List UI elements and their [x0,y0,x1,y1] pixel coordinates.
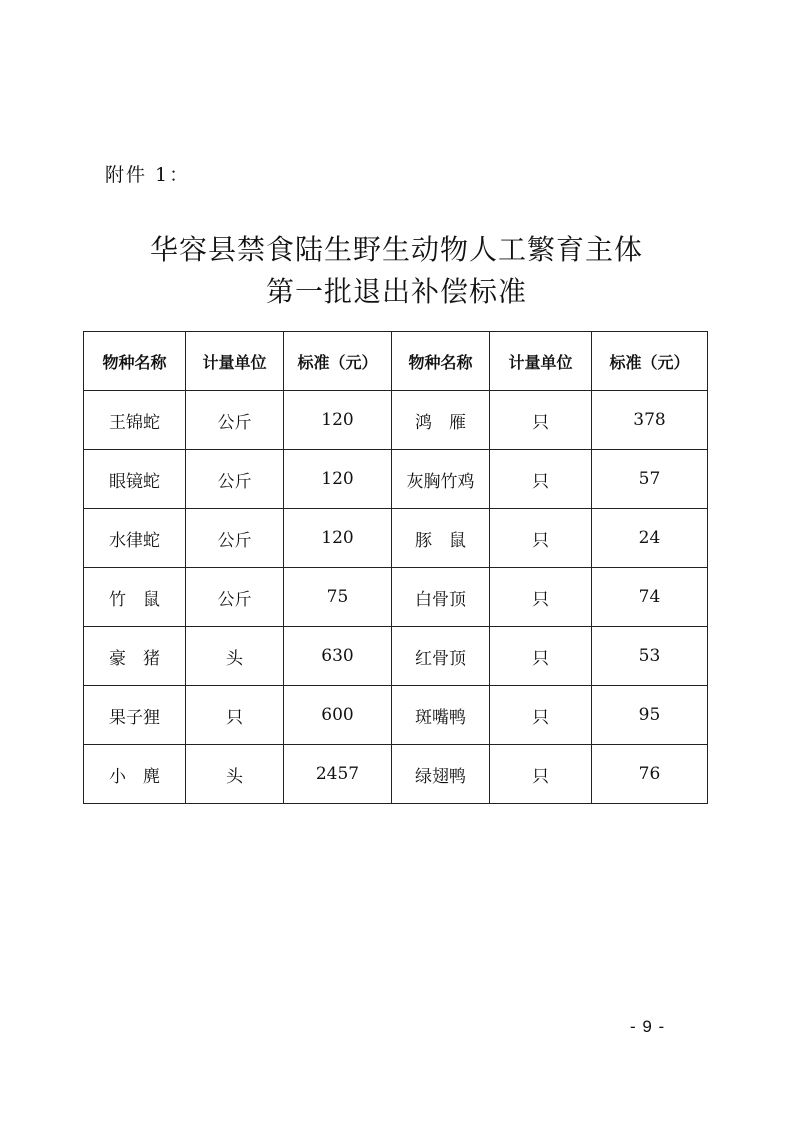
unit-cell: 只 [490,450,592,509]
unit-cell: 只 [490,686,592,745]
unit-cell: 公斤 [186,568,284,627]
standard-cell: 53 [592,627,708,686]
species-name-cell: 斑嘴鸭 [392,686,490,745]
unit-cell: 只 [490,391,592,450]
standard-cell: 74 [592,568,708,627]
unit-cell: 只 [490,568,592,627]
species-name-cell: 水律蛇 [84,509,186,568]
species-name-cell: 白骨顶 [392,568,490,627]
header-species-name-2: 物种名称 [392,332,490,391]
species-name-cell: 红骨顶 [392,627,490,686]
species-name-cell: 豪 猪 [84,627,186,686]
table-row [84,391,708,450]
species-name-cell: 小 麂 [84,745,186,804]
unit-cell: 公斤 [186,509,284,568]
header-unit: 计量单位 [186,332,284,391]
header-species-name: 物种名称 [84,332,186,391]
header-standard-yuan: 标准（元） [284,332,392,391]
standard-cell: 95 [592,686,708,745]
unit-cell: 头 [186,627,284,686]
attachment-label: 附件 1： [105,164,191,186]
unit-cell: 只 [186,686,284,745]
standard-cell: 120 [284,450,392,509]
document-title-line-1: 华容县禁食陆生野生动物人工繁育主体 [149,233,643,266]
table-row [84,686,708,745]
standard-cell: 600 [284,686,392,745]
species-name-cell: 灰胸竹鸡 [392,450,490,509]
standard-cell: 120 [284,509,392,568]
species-name-cell: 眼镜蛇 [84,450,186,509]
species-name-cell: 果子狸 [84,686,186,745]
unit-cell: 公斤 [186,391,284,450]
table-row [84,568,708,627]
species-name-cell: 王锦蛇 [84,391,186,450]
unit-cell: 只 [490,509,592,568]
standard-cell: 57 [592,450,708,509]
page-number: - 9 - [630,1017,666,1036]
standard-cell: 630 [284,627,392,686]
table-row [84,745,708,804]
unit-cell: 只 [490,627,592,686]
table-row [84,627,708,686]
document-title-line-2: 第一批退出补偿标准 [265,275,527,308]
standard-cell: 24 [592,509,708,568]
table-row [84,450,708,509]
standard-cell: 75 [284,568,392,627]
unit-cell: 公斤 [186,450,284,509]
species-name-cell: 豚 鼠 [392,509,490,568]
table-header-row [84,332,708,391]
header-unit-2: 计量单位 [490,332,592,391]
species-name-cell: 鸿 雁 [392,391,490,450]
unit-cell: 只 [490,745,592,804]
unit-cell: 头 [186,745,284,804]
standard-cell: 76 [592,745,708,804]
species-name-cell: 竹 鼠 [84,568,186,627]
header-standard-yuan-2: 标准（元） [592,332,708,391]
compensation-standards-table [83,331,708,804]
standard-cell: 378 [592,391,708,450]
species-name-cell: 绿翅鸭 [392,745,490,804]
standard-cell: 2457 [284,745,392,804]
standard-cell: 120 [284,391,392,450]
table-row [84,509,708,568]
